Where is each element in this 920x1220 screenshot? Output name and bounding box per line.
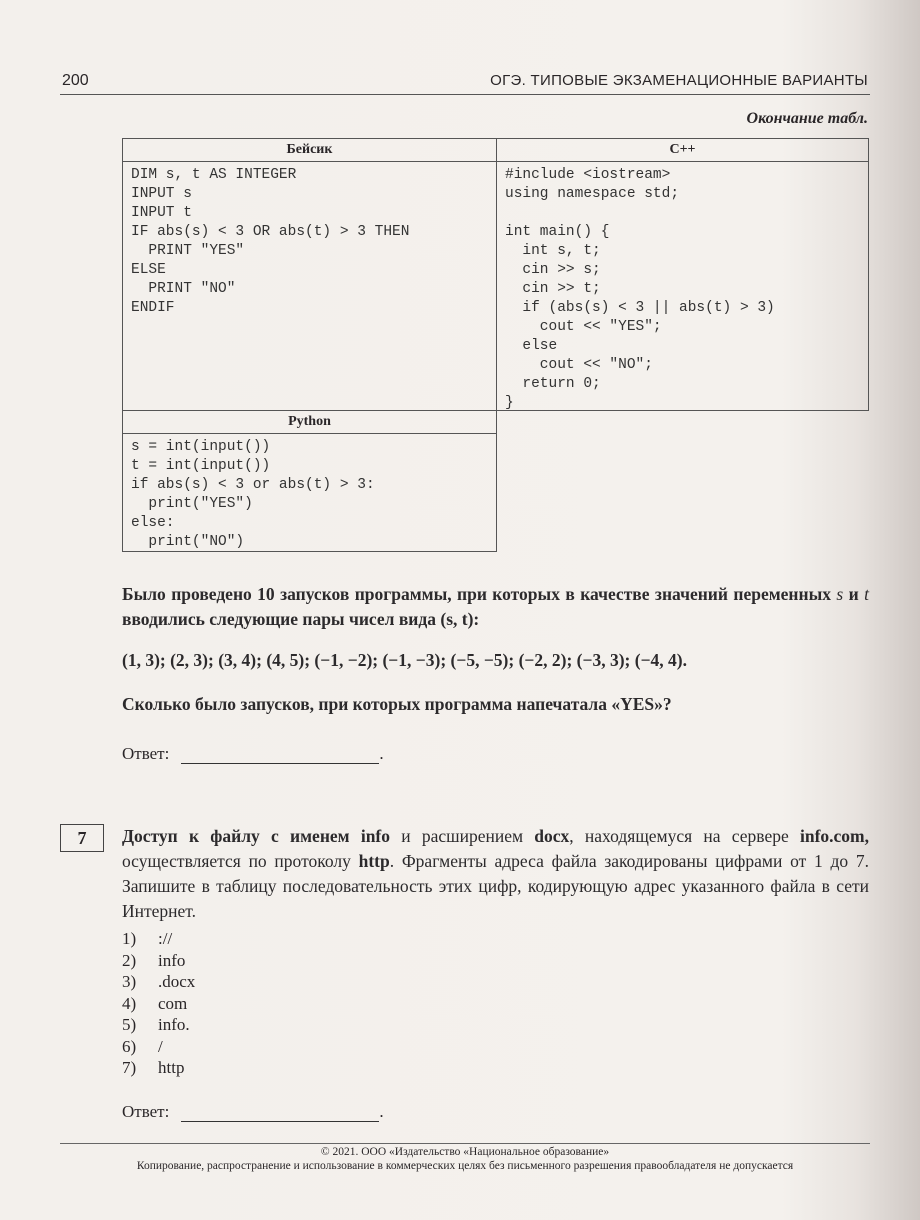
task6-intro: Было проведено 10 запусков программы, при которых в качестве значений переменных s и t вводились следующие пары чисел вида (s, t): <box>122 584 869 629</box>
cpp-code-cell <box>496 138 869 411</box>
answer-label: Ответ: <box>122 1102 170 1121</box>
basic-heading: Бейсик <box>123 139 496 162</box>
python-code: s = int(input()) t = int(input()) if abs(s) < 3 or abs(t) > 3: print("YES") else: print("NO") <box>131 439 375 550</box>
answer-label: Ответ: <box>122 744 170 763</box>
basic-code-cell <box>122 138 497 411</box>
cpp-heading: C++ <box>497 139 868 162</box>
list-item: 3) .docx <box>122 972 196 991</box>
footer-notice: Копирование, распространение и использование в коммерческих целях без письменного разрешения правообладателя не допускается <box>136 1160 794 1172</box>
task6-question: Сколько было запусков, при которых программа напечатала «YES»? <box>122 694 672 714</box>
task-number-badge: 7 <box>60 824 104 852</box>
pair-form: (s, t): <box>440 609 480 629</box>
footer-divider <box>60 1143 870 1144</box>
list-item: 5) info. <box>122 1015 190 1034</box>
list-item: 2) info <box>122 950 186 970</box>
python-code-cell <box>122 410 497 552</box>
footer-copyright: © 2021. ООО «Издательство «Национальное образование» <box>320 1146 610 1158</box>
list-item: 7) http <box>122 1058 185 1077</box>
list-item: 6) / <box>122 1036 163 1056</box>
task7-text: Доступ к файлу с именем info и расширением docx, находящемуся на сервере info.com, осуществляется по протоколу http. Фрагменты адреса файла закодированы цифрами от 1 до 7. Запишите в таблицу последовательность этих цифр, кодирующую адрес указанного файла в сети Интернет. <box>122 826 870 921</box>
cpp-code: #include <iostream> using namespace std; int main() { int s, t; cin >> s; cin >> t; if (abs(s) < 3 || abs(t) > 3) cout << "YES"; else cout << "NO"; return 0; } <box>505 167 775 411</box>
answer-blank[interactable] <box>181 1105 379 1122</box>
task7-options <box>122 928 195 1079</box>
task7-answer: Ответ: . <box>122 1102 384 1121</box>
answer-blank[interactable] <box>181 747 379 764</box>
list-item: 4) com <box>122 993 188 1013</box>
page-number: 200 <box>62 72 89 89</box>
running-title: ОГЭ. ТИПОВЫЕ ЭКЗАМЕНАЦИОННЫЕ ВАРИАНТЫ <box>490 72 868 89</box>
table-caption: Окончание табл. <box>746 110 868 127</box>
task6-answer: Ответ: . <box>122 744 384 763</box>
list-item: 1) :// <box>122 929 173 948</box>
basic-code: DIM s, t AS INTEGER INPUT s INPUT t IF abs(s) < 3 OR abs(t) > 3 THEN PRINT "YES" ELSE PRINT "NO" ENDIF <box>131 167 410 316</box>
python-heading: Python <box>123 411 496 434</box>
task6-pairs: (1, 3); (2, 3); (3, 4); (4, 5); (−1, −2); (−1, −3); (−5, −5); (−2, 2); (−3, 3); (−4, 4). <box>122 650 687 670</box>
header-divider <box>60 94 870 95</box>
